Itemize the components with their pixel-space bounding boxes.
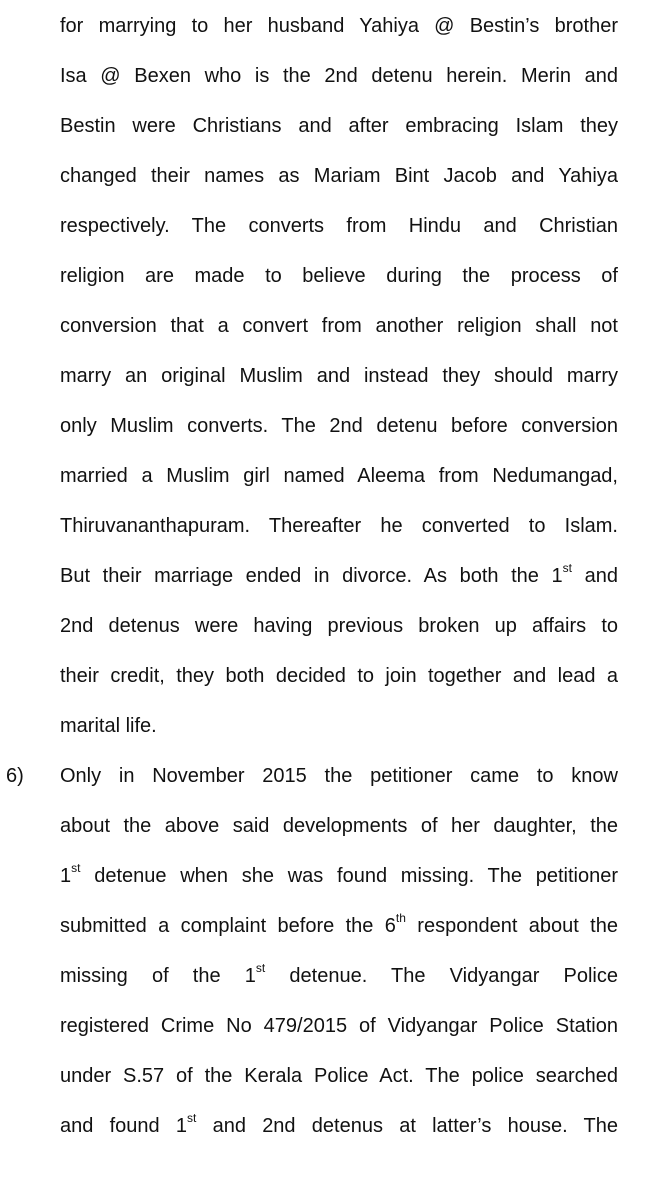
text-line: Only in November 2015 the petitioner came to know	[60, 765, 618, 787]
text-span: submitted a complaint before the 6	[60, 915, 396, 937]
text-line: under S.57 of the Kerala Police Act. The police searched	[60, 1065, 618, 1087]
text-line: for marrying to her husband Yahiya @ Bestin’s brother	[60, 15, 618, 37]
text-line	[60, 1113, 618, 1139]
text-span: But their marriage ended in divorce. As both the 1	[60, 565, 563, 587]
text-span: respondent about the	[405, 915, 618, 937]
text-line: religion are made to believe during the process of	[60, 265, 618, 287]
text-line	[60, 863, 618, 889]
text-line: registered Crime No 479/2015 of Vidyangar Police Station	[60, 1015, 618, 1037]
text-line	[60, 963, 618, 989]
ordinal-suffix: st	[187, 1111, 197, 1126]
text-line: about the above said developments of her daughter, the	[60, 815, 618, 837]
text-line: 2nd detenus were having previous broken up affairs to	[60, 615, 618, 637]
text-line: Thiruvananthapuram. Thereafter he converted to Islam.	[60, 515, 618, 537]
text-line: changed their names as Mariam Bint Jacob and Yahiya	[60, 165, 618, 187]
text-line: marry an original Muslim and instead they should marry	[60, 365, 618, 387]
text-span: missing of the 1	[60, 965, 256, 987]
text-span: and 2nd detenus at latter’s house. The	[196, 1115, 618, 1137]
text-span: detenue when she was found missing. The petitioner	[80, 865, 618, 887]
text-span: and found 1	[60, 1115, 188, 1137]
text-line: Bestin were Christians and after embracing Islam they	[60, 115, 618, 137]
ordinal-suffix: st	[71, 861, 81, 876]
text-span: and	[572, 565, 618, 587]
text-line: conversion that a convert from another religion shall not	[60, 315, 618, 337]
text-line: respectively. The converts from Hindu and Christian	[60, 215, 618, 237]
ordinal-suffix: th	[395, 911, 406, 926]
text-line: Isa @ Bexen who is the 2nd detenu herein. Merin and	[60, 65, 618, 87]
text-line	[60, 913, 618, 939]
text-span: 1	[60, 865, 72, 887]
text-line: only Muslim converts. The 2nd detenu before conversion	[60, 415, 618, 437]
text-line	[60, 563, 618, 589]
paragraph-number: 6)	[6, 765, 24, 787]
text-line: marital life.	[60, 715, 157, 737]
ordinal-suffix: st	[562, 561, 573, 576]
text-line: their credit, they both decided to join together and lead a	[60, 665, 618, 687]
ordinal-suffix: st	[255, 961, 266, 976]
text-span: detenue. The Vidyangar Police	[265, 965, 618, 987]
text-line: married a Muslim girl named Aleema from Nedumangad,	[60, 465, 618, 487]
